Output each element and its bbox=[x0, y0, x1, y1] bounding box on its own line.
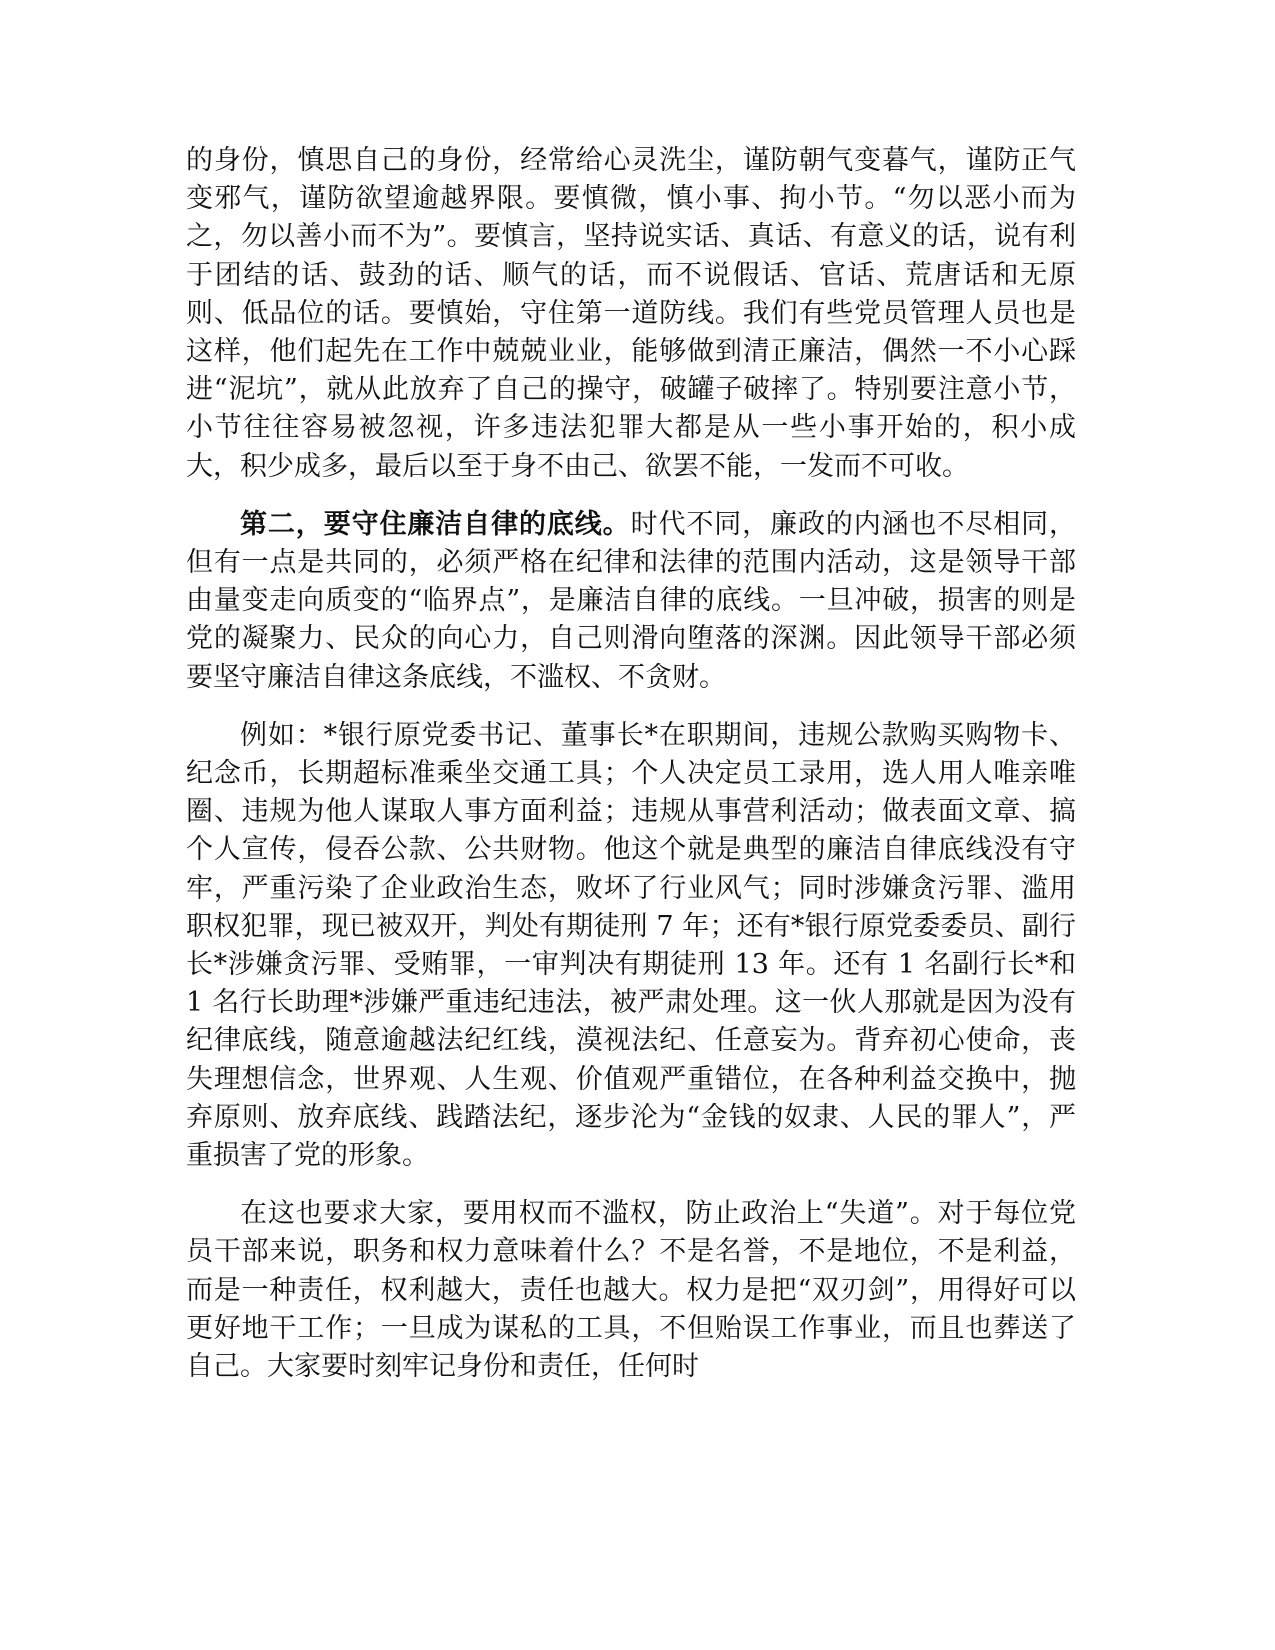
paragraph-3 bbox=[186, 717, 1076, 1175]
paragraph-2-heading: 第二，要守住廉洁自律的底线。 bbox=[240, 508, 631, 540]
paragraph-4-text: 在这也要求大家，要用权而不滥权，防止政治上“失道”。对于每位党员干部来说，职务和权力意味着什么？不是名誉，不是地位，不是利益，而是一种责任，权利越大，责任也越大。权力是把“双刃剑”，用得好可以更好地干工作；一旦成为谋私的工具，不但贻误工作事业，而且也葬送了自己。大家要时刻牢记身份和责任，任何时 bbox=[186, 1198, 1076, 1383]
paragraph-3-text: 例如：*银行原党委书记、董事长*在职期间，违规公款购买购物卡、纪念币，长期超标准乘坐交通工具；个人决定员工录用，选人用人唯亲唯圈、违规为他人谋取人事方面利益；违规从事营利活动；做表面文章、搞个人宣传，侵吞公款、公共财物。他这个就是典型的廉洁自律底线没有守牢，严重污染了企业政治生态，败坏了行业风气；同时涉嫌贪污罪、滥用职权犯罪，现已被双开，判处有期徒刑 7 年；还有*银行原党委委员、副行长*涉嫌贪污罪、受贿罪，一审判决有期徒刑 13 年。还有 1 名副行长*和 1 名行长助理*涉嫌严重违纪违法，被严肃处理。这一伙人那就是因为没有纪律底线，随意逾越法纪红线，漠视法纪、任意妄为。背弃初心使命，丧失理想信念，世界观、人生观、价值观严重错位，在各种利益交换中，抛弃原则、放弃底线、践踏法纪，逐步沦为“金钱的奴隶、人民的罪人”，严重损害了党的形象。 bbox=[186, 719, 1076, 1172]
paragraph-2-text: 时代不同，廉政的内涵也不尽相同，但有一点是共同的，必须严格在纪律和法律的范围内活动，这是领导干部由量变走向质变的“临界点”，是廉洁自律的底线。一旦冲破，损害的则是党的凝聚力、民众的向心力，自己则滑向堕落的深渊。因此领导干部必须要坚守廉洁自律这条底线，不滥权、不贪财。 bbox=[186, 508, 1077, 693]
paragraph-1-text: 的身份，慎思自己的身份，经常给心灵洗尘，谨防朝气变暮气，谨防正气变邪气，谨防欲望逾越界限。要慎微，慎小事、拘小节。“勿以恶小而为之，勿以善小而不为”。要慎言，坚持说实话、真话、有意义的话，说有利于团结的话、鼓劲的话、顺气的话，而不说假话、官话、荒唐话和无原则、低品位的话。要慎始，守住第一道防线。我们有些党员管理人员也是这样，他们起先在工作中兢兢业业，能够做到清正廉洁，偶然一不小心踩进“泥坑”，就从此放弃了自己的操守，破罐子破摔了。特别要注意小节，小节往往容易被忽视，许多违法犯罪大都是从一些小事开始的，积小成大，积少成多，最后以至于身不由己、欲罢不能，一发而不可收。 bbox=[186, 145, 1076, 482]
document-body bbox=[186, 142, 1076, 1386]
paragraph-1 bbox=[186, 142, 1076, 486]
paragraph-2 bbox=[186, 506, 1076, 697]
paragraph-4 bbox=[186, 1195, 1076, 1386]
